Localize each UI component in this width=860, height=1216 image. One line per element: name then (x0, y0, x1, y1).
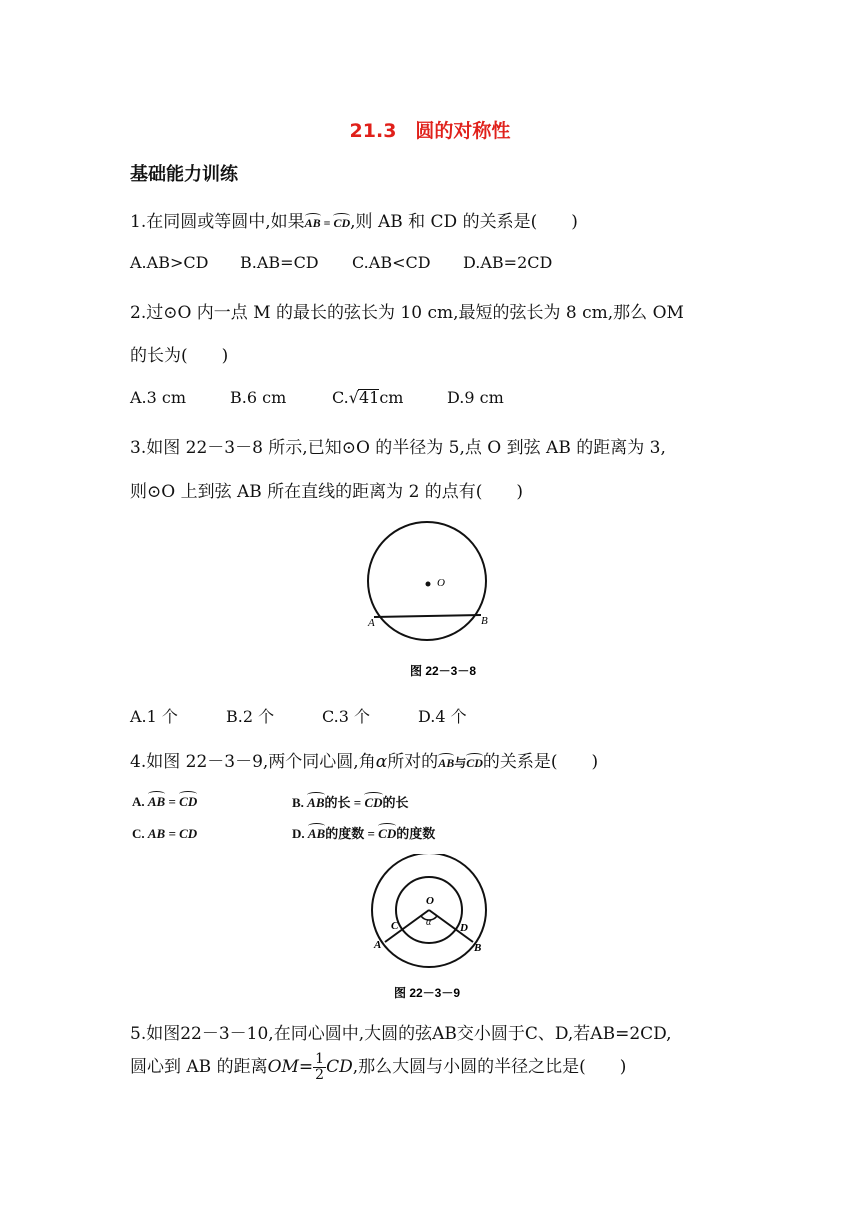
sqrt-sign: √ (348, 388, 359, 407)
q5-line2-end: ,那么大圆与小圆的半径之比是( ) (352, 1057, 627, 1077)
arc-cd: CD (333, 216, 351, 230)
label-b: B (481, 615, 488, 627)
arc-ab: AB (307, 826, 326, 841)
q4-option-c-expr: AB = CD (147, 826, 198, 841)
q3-option-a: A.1 个 (130, 707, 178, 726)
arc-ab: AB (438, 756, 455, 770)
q2-option-d: D.9 cm (447, 388, 504, 407)
q1-option-c: C.AB<CD (352, 253, 431, 272)
q1-option-d: D.AB=2CD (463, 253, 553, 272)
arc-cd: CD (179, 794, 198, 809)
figure-22-3-8 (360, 520, 500, 680)
q2-option-a: A.3 cm (130, 388, 187, 407)
q4-option-d (292, 823, 435, 842)
label-a: A (374, 939, 382, 951)
q5-eq: = (298, 1057, 314, 1077)
q4-option-d-mid: 的度数 = (325, 826, 375, 841)
q4-option-d-prefix: D. (292, 826, 305, 841)
q4-option-b-mid: 的长 = (324, 795, 362, 810)
q1-option-b: B.AB=CD (240, 253, 319, 272)
label-o: O (437, 577, 445, 589)
q2-option-b: B.6 cm (230, 388, 287, 407)
label-b: B (474, 942, 482, 954)
q5-line2-start: 圆心到 AB 的距离 (130, 1057, 268, 1077)
question-2-line-1: 2.过⊙O 内一点 M 的最长的弦长为 10 cm,最短的弦长为 8 cm,那么 OM (130, 303, 684, 323)
q4-option-a (132, 794, 197, 810)
figure-caption: 图 22－3－9 (394, 986, 461, 1000)
q3-option-d: D.4 个 (418, 707, 467, 726)
q4-yu: 与 (454, 756, 467, 770)
q5-om: OM (267, 1057, 299, 1077)
q1-stem-end: ,则 AB 和 CD 的关系是( ) (350, 212, 578, 232)
arc-ab: AB (147, 794, 166, 809)
q5-cd: CD (326, 1057, 353, 1077)
question-2-line-2: 的长为( ) (130, 346, 229, 366)
q4-option-b (292, 792, 409, 811)
q4-stem-start: 4.如图 22－3－9,两个同心圆,角 (130, 752, 376, 772)
arc-cd: CD (466, 756, 483, 770)
q2-option-c-prefix: C. (332, 388, 349, 407)
q4-option-c-prefix: C. (132, 826, 145, 841)
label-a: A (368, 617, 375, 629)
q4-option-a-eq: = (168, 794, 176, 809)
q4-option-c (132, 826, 197, 842)
q4-option-a-prefix: A. (132, 794, 145, 809)
question-5-line-2 (130, 1052, 626, 1083)
label-d: D (460, 922, 468, 934)
q4-option-b-tail: 的长 (382, 795, 409, 810)
label-o: O (426, 895, 434, 907)
q2-option-c (332, 388, 403, 407)
page-title: 21.3 圆的对称性 (349, 120, 511, 142)
question-1-stem (130, 207, 578, 232)
question-3-line-1: 3.如图 22－3－8 所示,已知⊙O 的半径为 5,点 O 到弦 AB 的距离为 3, (130, 438, 666, 458)
q4-stem-end: 的关系是( ) (482, 752, 599, 772)
q1-option-a: A.AB>CD (130, 253, 209, 272)
q4-option-d-tail: 的度数 (396, 826, 436, 841)
q3-option-b: B.2 个 (226, 707, 275, 726)
figure-22-3-9 (366, 854, 496, 1004)
sqrt-value: 41 (358, 388, 380, 407)
chord-ab (374, 615, 481, 617)
center-point (426, 582, 431, 587)
label-c: C (391, 920, 399, 932)
arc-ab: AB (304, 216, 321, 230)
section-heading: 基础能力训练 (130, 164, 238, 185)
circle-o (368, 522, 486, 640)
q1-stem-start: 1.在同圆或等圆中,如果 (130, 212, 305, 232)
label-alpha: α (426, 917, 432, 928)
fraction-numerator: 1 (315, 1051, 325, 1068)
question-5-line-1: 5.如图22－3－10,在同心圆中,大圆的弦AB交小圆于C、D,若AB=2CD, (130, 1024, 672, 1044)
question-3-line-2: 则⊙O 上到弦 AB 所在直线的距离为 2 的点有( ) (130, 482, 524, 502)
fraction-denominator: 2 (315, 1067, 325, 1083)
question-4-stem (130, 747, 598, 772)
figure-caption: 图 22－3－8 (410, 664, 477, 678)
q3-option-c: C.3 个 (322, 707, 371, 726)
fraction-half (313, 1052, 326, 1082)
q1-eq: = (323, 216, 331, 230)
sqrt-unit: cm (379, 388, 404, 407)
alpha-symbol: α (375, 752, 388, 772)
q4-option-b-prefix: B. (292, 795, 304, 810)
arc-cd: CD (378, 826, 397, 841)
q4-stem-mid: 所对的 (387, 752, 439, 772)
arc-ab: AB (307, 795, 325, 810)
arc-cd: CD (364, 795, 383, 810)
